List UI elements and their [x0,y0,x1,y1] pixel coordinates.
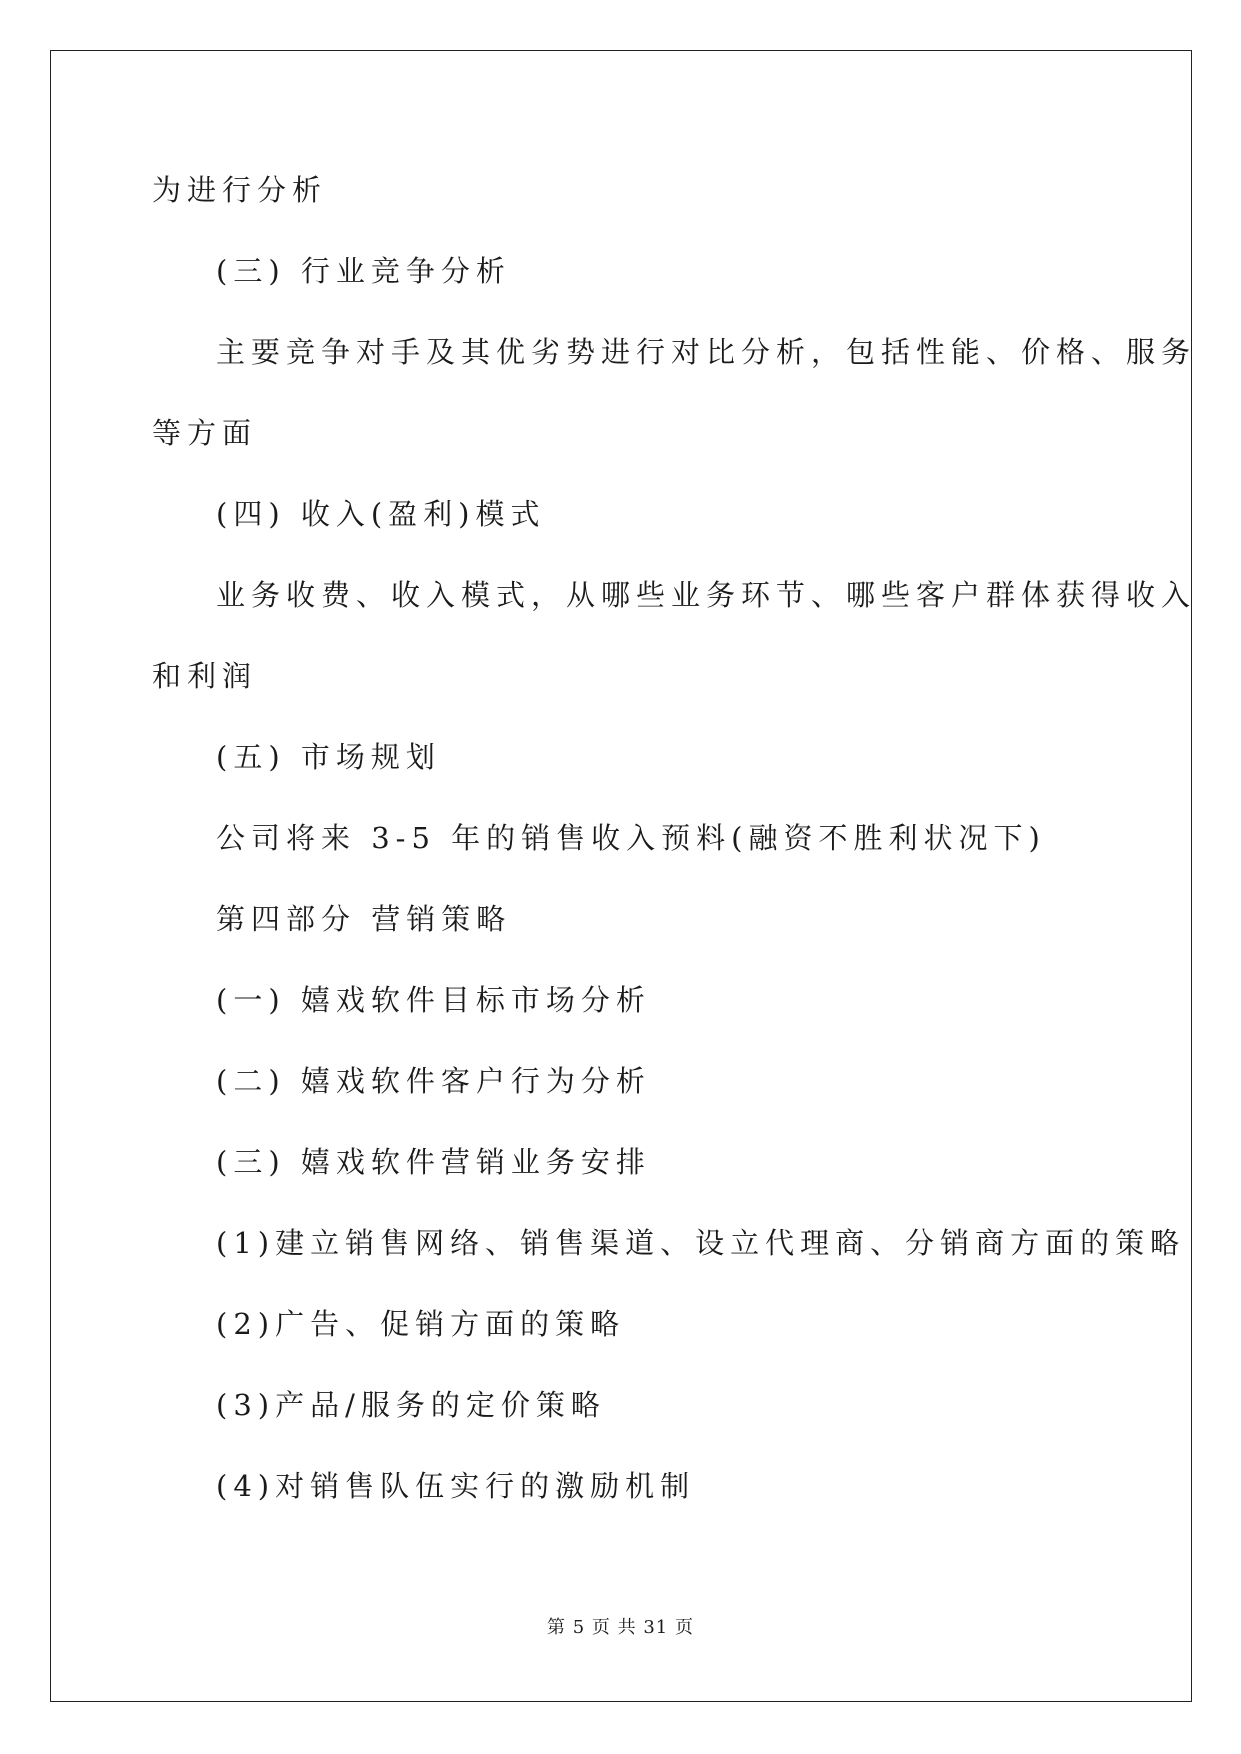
section-heading: (二) 嬉戏软件客户行为分析 [216,1064,651,1098]
list-item: (3)产品/服务的定价策略 [216,1388,606,1422]
list-item: (2)广告、促销方面的策略 [216,1307,626,1341]
page-border [50,50,1192,1702]
text-line: 公司将来 3-5 年的销售收入预料(融资不胜利状况下) [216,821,1046,855]
section-heading: (一) 嬉戏软件目标市场分析 [216,983,651,1017]
text-line: 主要竞争对手及其优劣势进行对比分析，包括性能、价格、服务 [216,335,1197,369]
text-line: 和利润 [152,659,258,693]
part-heading: 第四部分 营销策略 [216,902,512,936]
list-item: (4)对销售队伍实行的激励机制 [216,1469,696,1503]
section-heading: (三) 嬉戏软件营销业务安排 [216,1145,651,1179]
section-heading: (四) 收入(盈利)模式 [216,497,546,531]
section-heading: (五) 市场规划 [216,740,441,774]
list-item: (1)建立销售网络、销售渠道、设立代理商、分销商方面的策略 [216,1226,1186,1260]
text-line: 为进行分析 [152,173,328,207]
text-line: 等方面 [152,416,258,450]
page-footer: 第 5 页 共 31 页 [547,1617,694,1638]
text-line: 业务收费、收入模式，从哪些业务环节、哪些客户群体获得收入 [216,578,1197,612]
section-heading: (三) 行业竞争分析 [216,254,511,288]
